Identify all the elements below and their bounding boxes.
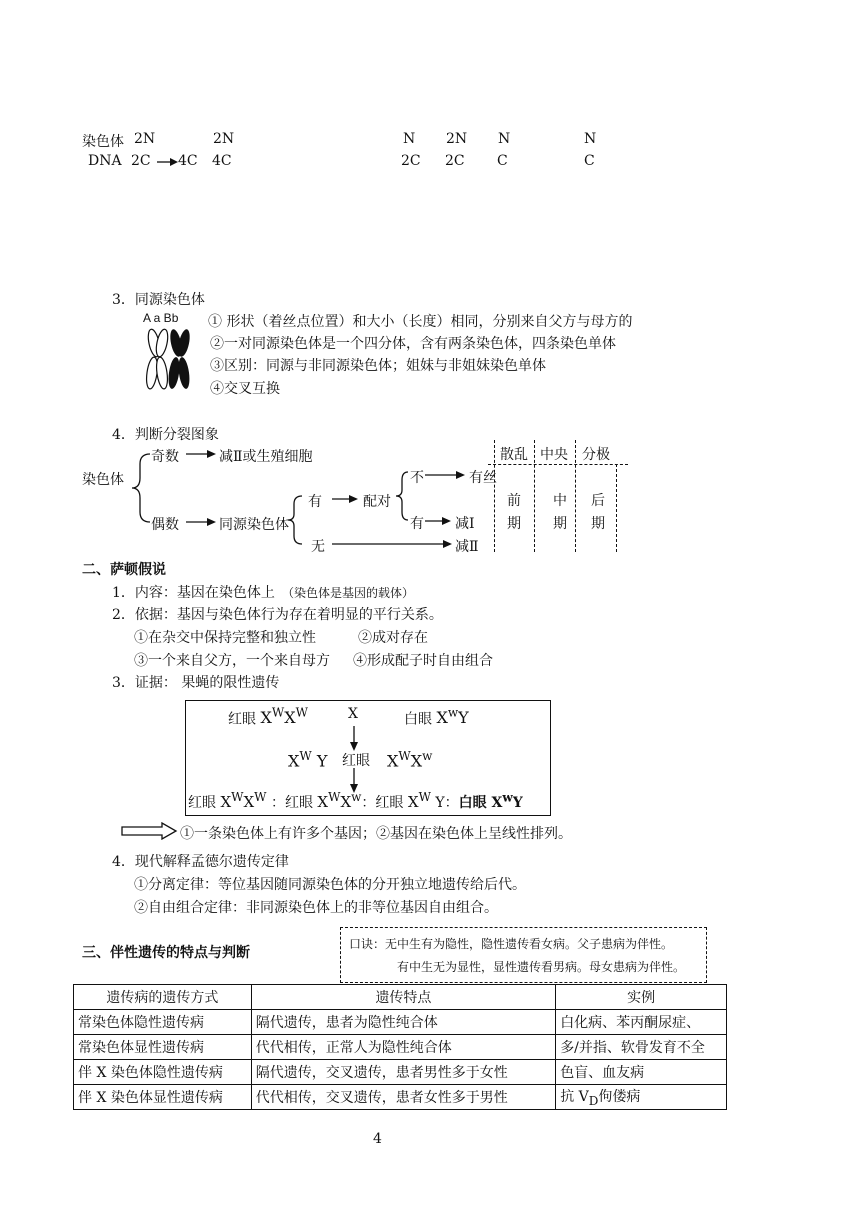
part2-l1: 1．内容：基因在染色体上 [112, 585, 275, 601]
header-mode: 遗传病的遗传方式 [74, 985, 252, 1010]
table-cell: 代代相传，正常人为隐性纯合体 [251, 1035, 555, 1060]
mnemonic-line-2: 有中生无为显性，显性遗传看男病。母女患病为伴性。 [397, 960, 686, 974]
row1-c2: 2N [213, 131, 235, 147]
arrow-right-icon [155, 156, 179, 168]
phase-pro-2: 期 [507, 516, 521, 532]
sec3-item-2: ②一对同源染色体是一个四分体，含有两条染色体，四条染色单体 [210, 336, 616, 352]
row1-c4: 2N [446, 131, 468, 147]
f1-male: $X^W$ Y [288, 749, 328, 771]
sec3-item-1: ① 形状（着丝点位置）和大小（长度）相同，分别来自父方与母方的 [208, 314, 633, 330]
row1-c6: N [584, 131, 597, 147]
arrow-right-icon [184, 516, 218, 528]
row2-c2: 4C [212, 153, 232, 169]
phase-divider [534, 440, 535, 552]
root-chromosome: 染色体 [82, 472, 124, 488]
phase-divider [494, 440, 495, 552]
part2-l2c: ③一个来自父方，一个来自母方 [134, 653, 330, 669]
hollow-arrow-icon [120, 822, 178, 840]
phase-header-line [488, 464, 628, 465]
conclusion: ①一条染色体上有许多个基因；②基因在染色体上呈线性排列。 [180, 826, 572, 842]
f2-offspring: 红眼 $X^WX^W$ ：红眼 $X^WX^w$：红眼 $X^W$ Y：白眼 $X^wY$ [188, 790, 523, 811]
table-cell: 伴 X 染色体显性遗传病 [74, 1085, 252, 1110]
table-header-row [74, 985, 727, 1010]
cross-symbol: X [348, 706, 358, 722]
pair-label: 配对 [363, 494, 391, 510]
meiosis1-label: 减Ⅰ [455, 516, 475, 532]
row2-c5: C [497, 153, 508, 169]
header-example: 实例 [556, 985, 727, 1010]
mitosis-label: 有丝 [469, 470, 497, 486]
part2-l2d: ④形成配子时自由组合 [353, 653, 493, 669]
arrow-right-icon [330, 538, 454, 550]
table-cell: 隔代遗传，患者为隐性纯合体 [251, 1010, 555, 1035]
table-row [74, 1085, 727, 1110]
part2-l4a: ①分离定律：等位基因随同源染色体的分开独立地遗传给后代。 [134, 877, 526, 893]
homolog-label: 同源染色体 [219, 517, 289, 533]
table-row [74, 1035, 727, 1060]
part2-l2b: ②成对存在 [358, 630, 428, 646]
part2-l3: 3．证据： 果蝇的限性遗传 [112, 675, 280, 691]
arrow-down-icon [348, 726, 360, 752]
row1-c3: N [403, 131, 416, 147]
row1-c1: 2N [134, 131, 156, 147]
table-cell: 色盲、血友病 [556, 1060, 727, 1085]
row2-c1b: 4C [178, 153, 198, 169]
row2-c6: C [584, 153, 595, 169]
arrow-right-icon [423, 469, 467, 481]
part2-l2a: ①在杂交中保持完整和独立性 [134, 630, 316, 646]
table-cell: 常染色体显性遗传病 [74, 1035, 252, 1060]
part2-title: 二、萨顿假说 [82, 562, 166, 578]
header-feature: 遗传特点 [251, 985, 555, 1010]
col-poles: 分极 [582, 447, 610, 463]
p-male: 白眼 $X^wY$ [404, 706, 469, 728]
sec3-item-3: ③区别：同源与非同源染色体；姐妹与非姐妹染色单体 [210, 358, 546, 374]
yes-label: 有 [410, 516, 424, 532]
row2-c1a: 2C [131, 153, 151, 169]
row2-label: DNA [88, 153, 122, 169]
mnemonic-line-1: 口诀：无中生有为隐性，隐性遗传看女病。父子患病为伴性。 [349, 937, 674, 951]
arrow-right-icon [423, 515, 453, 527]
part2-l1-note: （染色体是基因的载体） [282, 586, 415, 600]
inheritance-table [73, 984, 727, 1110]
arrow-right-icon [330, 493, 360, 505]
sec3-title: 3．同源染色体 [112, 292, 205, 308]
row1-label: 染色体 [82, 134, 124, 150]
page-number: 4 [373, 1131, 382, 1147]
table-cell: 抗 $V_D$佝偻病 [556, 1085, 727, 1110]
part2-l4b: ②自由组合定律：非同源染色体上的非等位基因自由组合。 [134, 900, 498, 916]
table-cell: 多/并指、软骨发育不全 [556, 1035, 727, 1060]
table-row [74, 1060, 727, 1085]
phase-meta-2: 期 [553, 516, 567, 532]
phase-divider [616, 464, 617, 552]
phase-ana-1: 后 [591, 493, 605, 509]
part2-l2: 2．依据：基因与染色体行为存在着明显的平行关系。 [112, 607, 443, 623]
table-row [74, 1010, 727, 1035]
table-cell: 伴 X 染色体隐性遗传病 [74, 1060, 252, 1085]
arrow-right-icon [184, 448, 218, 460]
sec4-title: 4．判断分裂图象 [112, 427, 219, 443]
row2-c3: 2C [401, 153, 421, 169]
part2-l4: 4．现代解释孟德尔遗传定律 [112, 854, 289, 870]
col-center: 中央 [540, 447, 568, 463]
have-label: 有 [308, 494, 322, 510]
meiosis2-label: 减Ⅱ [455, 539, 479, 555]
chromosome-pair-icon [140, 325, 200, 391]
phase-pro-1: 前 [507, 493, 521, 509]
table-cell: 白化病、苯丙酮尿症、 [556, 1010, 727, 1035]
none-label: 无 [311, 539, 325, 555]
phase-meta-1: 中 [553, 493, 567, 509]
no-label: 不 [410, 470, 424, 486]
part3-title: 三、伴性遗传的特点与判断 [82, 945, 250, 961]
sec3-item-4: ④交叉互换 [210, 381, 280, 397]
odd-label: 奇数 [151, 449, 179, 465]
table-cell: 常染色体隐性遗传病 [74, 1010, 252, 1035]
p-female: 红眼 $X^WX^W$ [228, 706, 308, 728]
row2-c4: 2C [445, 153, 465, 169]
f1-female: $X^WX^w$ [387, 749, 433, 771]
even-label: 偶数 [151, 517, 179, 533]
mnemonic-box [340, 927, 707, 983]
left-brace-icon [286, 490, 306, 550]
table-cell: 隔代遗传，交叉遗传，患者男性多于女性 [251, 1060, 555, 1085]
f1-mid-label: 红眼 [342, 753, 370, 769]
phase-divider [575, 440, 576, 552]
table-cell: 代代相传，交叉遗传，患者女性多于男性 [251, 1085, 555, 1110]
gene-label: A a Bb [143, 311, 179, 325]
row1-c5: N [498, 131, 511, 147]
odd-result: 减Ⅱ或生殖细胞 [219, 449, 313, 465]
col-scattered: 散乱 [500, 447, 528, 463]
phase-ana-2: 期 [591, 516, 605, 532]
